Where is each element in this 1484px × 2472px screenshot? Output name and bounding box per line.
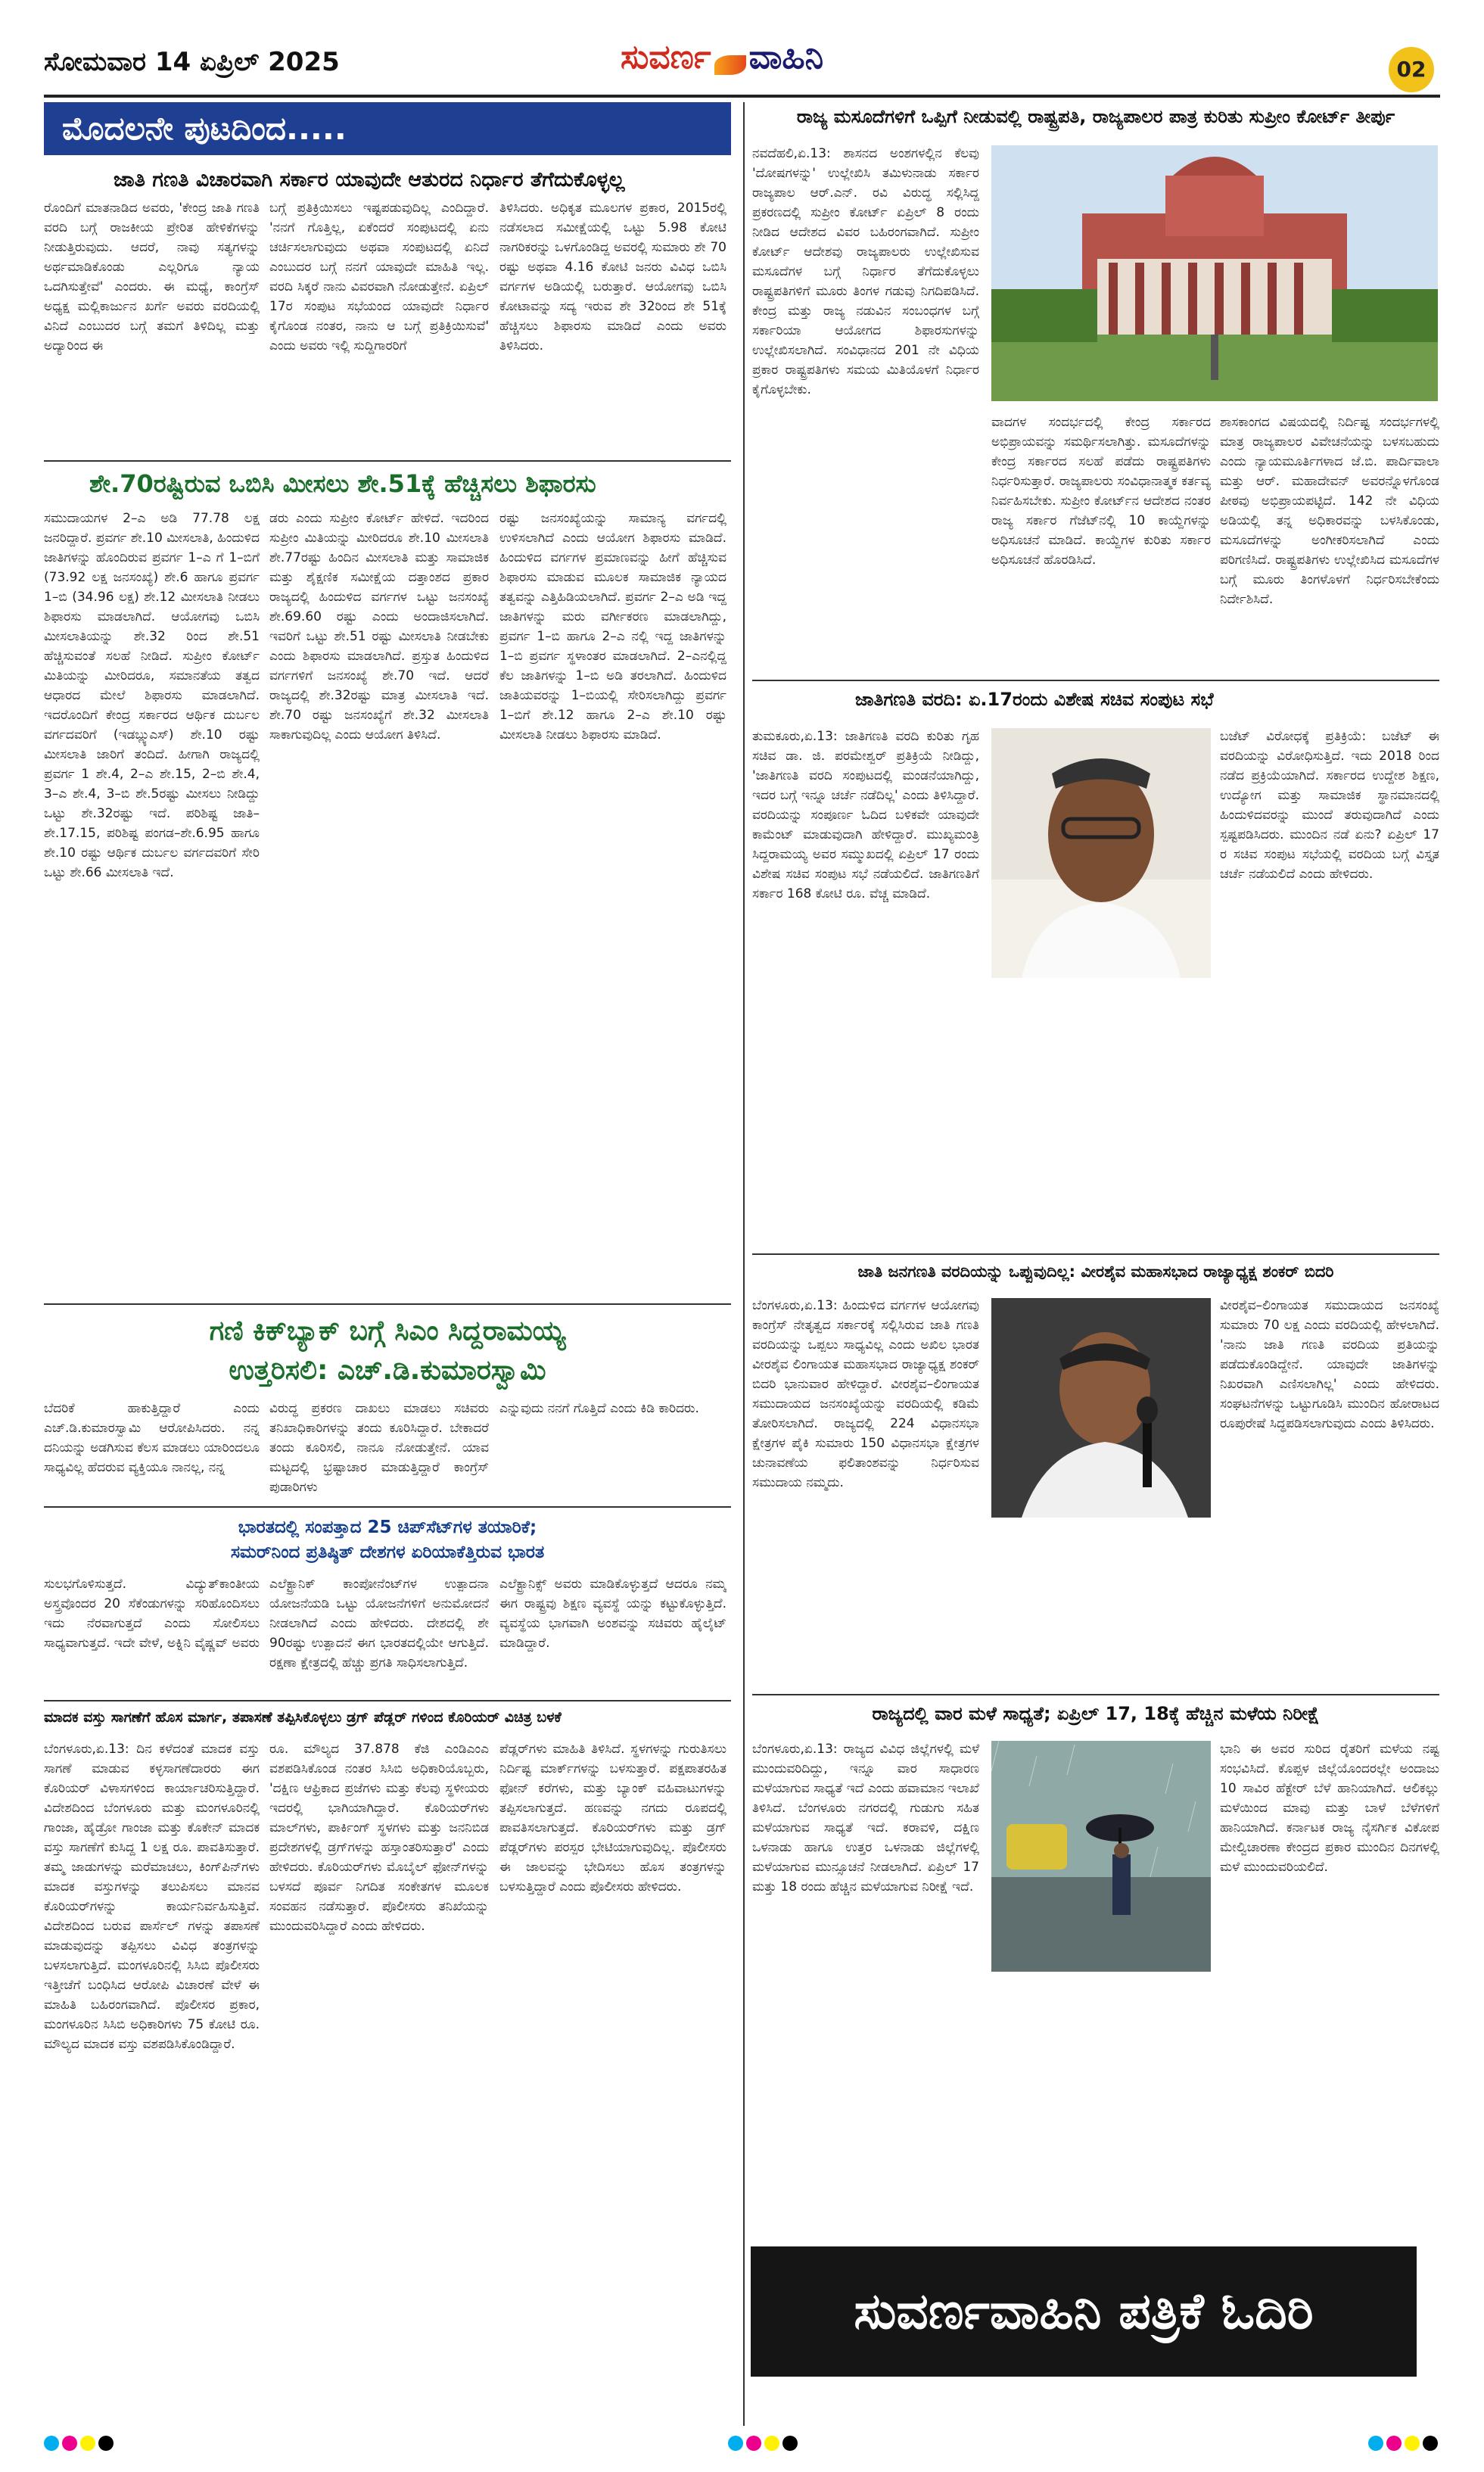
rain-col2: ಭಾನಿ ಈ ಅವರ ಸುರಿದ ರೈತರಿಗೆ ಮಳೆಯ ನಷ್ಟ ಸಂಭವಿಸಿದೆ. ಕೊಪ್ಪಳ ಜಿಲ್ಲೆಯೊಂದರಲ್ಲೇ ಅಂದಾಜು 10 ಸಾವಿರ ಹೆಕ್ಟೇರ್ ಬೆಳೆ ಹಾನಿಯಾಗಿದೆ. ಆಲಿಕಲ್ಲು ಮಳೆಯಿಂದ ಮಾವು ಮತ್ತು ಬಾಳೆ ಬೆಳೆಗಳಿಗೆ ಹಾನಿಯಾಗಿದೆ. ಕರ್ನಾಟಕ ರಾಜ್ಯ ನೈಸರ್ಗಿಕ ವಿಕೋಪ ಮೇಲ್ವಿಚಾರಣಾ ಕೇಂದ್ರದ ಪ್ರಕಾರ ಮುಂದಿನ ದಿನಗಳಲ್ಲಿ ಮಳೆ ಮುಂದುವರಿಯಲಿದೆ. (1220, 1742, 1439, 1875)
kickback-col3: ಎನ್ನುವುದು ನನಗೆ ಗೊತ್ತಿದೆ ಎಂದು ಕಿಡಿ ಕಾರಿದರು. (499, 1401, 699, 1416)
promo-ad: ಸುವರ್ಣವಾಹಿನಿ ಪತ್ರಿಕೆ ಓದಿರಿ (751, 2246, 1417, 2377)
section-title: ಮೊದಲನೇ ಪುಟದಿಂದ..... (44, 102, 731, 155)
bidari-headline: ಜಾತಿ ಜನಗಣತಿ ವರದಿಯನ್ನು ಒಪ್ಪುವುದಿಲ್ಲ: ವೀರಶೈವ ಮಹಾಸಭಾದ ರಾಜ್ಯಾಧ್ಯಕ್ಷ ಶಂಕರ್ ಬಿದರಿ (857, 1262, 1334, 1281)
divider (752, 1694, 1439, 1695)
bidari-col1: ಬೆಂಗಳೂರು,ಏ.13: ಹಿಂದುಳಿದ ವರ್ಗಗಳ ಆಯೋಗವು ಕಾಂಗ್ರೆಸ್ ನೇತೃತ್ವದ ಸರ್ಕಾರಕ್ಕೆ ಸಲ್ಲಿಸಿರುವ ಜಾತಿ ಗಣತಿ ವರದಿಯನ್ನು ಒಪ್ಪಲು ಸಾಧ್ಯವಿಲ್ಲ ಎಂದು ಅಖಿಲ ಭಾರತ ವೀರಶೈವ ಲಿಂಗಾಯತ ಮಹಾಸಭಾದ ರಾಜ್ಯಾಧ್ಯಕ್ಷ ಶಂಕರ್ ಬಿದರಿ ಭಾನುವಾರ ಹೇಳಿದ್ದಾರೆ. ವೀರಶೈವ–ಲಿಂಗಾಯತ ಸಮುದಾಯದ ಜನಸಂಖ್ಯೆಯನ್ನು ವರದಿಯಲ್ಲಿ ಕಡಿಮೆ ತೋರಿಸಲಾಗಿದೆ. ರಾಜ್ಯದಲ್ಲಿ 224 ವಿಧಾನಸಭಾ ಕ್ಷೇತ್ರಗಳ ಪೈಕಿ ಸುಮಾರು 150 ವಿಧಾನಸಭಾ ಕ್ಷೇತ್ರಗಳ ಚುನಾವಣೆಯ ಫಲಿತಾಂಶವನ್ನು ನಿರ್ಧರಿಸುವ ಸಮುದಾಯ ನಮ್ಮದು. (752, 1298, 979, 1490)
drugs-headline: ಮಾದಕ ವಸ್ತು ಸಾಗಣೆಗೆ ಹೊಸ ಮಾರ್ಗ, ತಪಾಸಣೆ ತಪ್ಪಿಸಿಕೊಳ್ಳಲು ಡ್ರಗ್ ಪೆಡ್ಲರ್ ಗಳಿಂದ ಕೊರಿಯರ್ ವಿಚಿತ್ರ ಬಳಕೆ (44, 1709, 562, 1726)
defence-col1: ಸುಲಭಗೊಳಿಸುತ್ತದೆ. ವಿದ್ಯುತ್‌ಕಾಂತೀಯ ಅಸ್ತ್ರವೊಂದರ 20 ಸೆಕೆಂಡುಗಳನ್ನು ಸರಿಹೊಂದಿಸಲು ಇದು ನೆರವಾಗುತ್ತದೆ ಎಂದು ಸೋಲಿಸಲು ಸಾಧ್ಯವಾಗುತ್ತದೆ. ಇದೇ ವೇಳೆ, ಅಕ್ನಿನಿ ವೈಷ್ಣವ್ ಅವರು (44, 1577, 260, 1651)
logo-flame-icon (714, 55, 746, 75)
masthead-rule (44, 95, 1440, 98)
rain-col1: ಬೆಂಗಳೂರು,ಏ.13: ರಾಜ್ಯದ ವಿವಿಧ ಜಿಲ್ಲೆಗಳಲ್ಲಿ ಮಳೆ ಮುಂದುವರಿದಿದ್ದು, ಇನ್ನೂ ವಾರ ಸಾಧಾರಣ ಮಳೆಯಾಗುವ ಸಾಧ್ಯತೆ ಇದೆ ಎಂದು ಹವಾಮಾನ ಇಲಾಖೆ ತಿಳಿಸಿದೆ. ಬೆಂಗಳೂರು ನಗರದಲ್ಲಿ ಗುಡುಗು ಸಹಿತ ಮಳೆಯಾಗುವ ಸಾಧ್ಯತೆ ಇದೆ. ಕರಾವಳಿ, ದಕ್ಷಿಣ ಒಳನಾಡು ಹಾಗೂ ಉತ್ತರ ಒಳನಾಡು ಜಿಲ್ಲೆಗಳಲ್ಲಿ ಮಳೆಯಾಗುವ ಮುನ್ಸೂಚನೆ ನೀಡಲಾಗಿದೆ. ಏಪ್ರಿಲ್ 17 ಮತ್ತು 18 ರಂದು ಹೆಚ್ಚಿನ ಮಳೆಯಾಗುವ ನಿರೀಕ್ಷೆ ಇದೆ. (752, 1742, 979, 1894)
divider (44, 460, 731, 462)
registration-marks (1368, 2436, 1441, 2454)
caste-census-col3: ತಿಳಿಸಿದರು. ಅಧಿಕೃತ ಮೂಲಗಳ ಪ್ರಕಾರ, 2015ರಲ್ಲಿ ನಡೆಸಲಾದ ಸಮೀಕ್ಷೆಯಲ್ಲಿ ಒಟ್ಟು 5.98 ಕೋಟಿ ನಾಗರಿಕರನ್ನು ಒಳಗೊಂಡಿದ್ದ ಅವರಲ್ಲಿ ಸುಮಾರು ಶೇ 70 ರಷ್ಟು ಅಥವಾ 4.16 ಕೋಟಿ ಜನರು ವಿವಿಧ ಒಬಿಸಿ ವರ್ಗಗಳ ಅಡಿಯಲ್ಲಿ ಬರುತ್ತಾರೆ. ಆಯೋಗವು ಒಬಿಸಿ ಕೋಟಾವನ್ನು ಸದ್ಯ ಇರುವ ಶೇ 32ರಿಂದ ಶೇ 51ಕ್ಕೆ ಹೆಚ್ಚಿಸಲು ಶಿಫಾರಸು ಮಾಡಿದೆ ಎಂದು ಅವರು ತಿಳಿಸಿದರು. (499, 201, 726, 353)
drugs-col1: ಬೆಂಗಳೂರು,ಏ.13: ದಿನ ಕಳೆದಂತೆ ಮಾದಕ ವಸ್ತು ಸಾಗಣೆ ಮಾಡುವ ಕಳ್ಳಸಾಗಣೆದಾರರು ಈಗ ಕೊರಿಯರ್ ವಿಳಾಸಗಳಿಂದ ಕಾರ್ಯಾಚರಿಸುತ್ತಿದ್ದಾರೆ. ವಿದೇಶದಿಂದ ಬೆಂಗಳೂರು ಮತ್ತು ಮಂಗಳೂರಿನಲ್ಲಿ ಗಾಂಜಾ, ಹೈಡ್ರೋ ಗಾಂಜಾ ಮತ್ತು ಕೊಕೇನ್ ಮಾದಕ ವಸ್ತು ಸಾಗಣೆಗೆ ಕುಸಿದ್ದ 1 ಲಕ್ಷ ರೂ. ಪಾವತಿಸುತ್ತಾರೆ. ತಮ್ಮ ಜಾಡುಗಳನ್ನು ಮರೆಮಾಚಲು, ಕಿಂಗ್‌ಪಿನ್‌ಗಳು ಮಾದಕ ವಸ್ತುಗಳನ್ನು ತಲುಪಿಸಲು ಮಾನವ ಕೊರಿಯರ್‌ಗಳನ್ನು ಕಾರ್ಯನಿರ್ವಹಿಸುತ್ತಿವೆ. ವಿದೇಶದಿಂದ ಬರುವ ಪಾರ್ಸೆಲ್ ಗಳನ್ನು ತಪಾಸಣೆ ಮಾಡುವುದನ್ನು ತಪ್ಪಿಸಲು ವಿವಿಧ ತಂತ್ರಗಳನ್ನು ಬಳಸಲಾಗುತ್ತಿದೆ. ಮಂಗಳೂರಿನಲ್ಲಿ ಸಿಸಿಬಿ ಪೊಲೀಸರು ಇತ್ತೀಚೆಗೆ ಬಂಧಿಸಿದ ಆರೋಪಿ ವಿಚಾರಣೆ ವೇಳೆ ಈ ಮಾಹಿತಿ ಬಹಿರಂಗವಾಗಿದೆ. ಪೊಲೀಸರ ಪ್ರಕಾರ, ಮಂಗಳೂರಿನ ಸಿಸಿಬಿ ಅಧಿಕಾರಿಗಳು 75 ಕೋಟಿ ರೂ. ಮೌಲ್ಯದ ಮಾದಕ ವಸ್ತು ವಶಪಡಿಸಿಕೊಂಡಿದ್ದಾರೆ. (44, 1742, 260, 2052)
masthead-logo (621, 38, 938, 83)
supreme-court-photo (991, 145, 1438, 401)
special-cabinet-headline: ಜಾತಿಗಣತಿ ವರದಿ: ಏ.17ರಂದು ವಿಶೇಷ ಸಚಿವ ಸಂಪುಟ ಸಭೆ (855, 689, 1214, 710)
supreme-court-col1: ನವದೆಹಲಿ,ಏ.13: ಶಾಸನದ ಅಂಶಗಳಲ್ಲಿನ ಕೆಲವು 'ದೋಷಗಳನ್ನು' ಉಲ್ಲೇಖಿಸಿ ತಮಿಳುನಾಡು ಸರ್ಕಾರ ರಾಜ್ಯಪಾಲ ಆರ್.ಎನ್. ರವಿ ವಿರುದ್ಧ ಸಲ್ಲಿಸಿದ್ದ ಪ್ರಕರಣದಲ್ಲಿ ಸುಪ್ರೀಂ ಕೋರ್ಟ್ ಏಪ್ರಿಲ್ 8 ರಂದು ನೀಡಿದ ಆದೇಶದ ವಿವರ ಬಹಿರಂಗವಾಗಿದೆ. ಸುಪ್ರೀಂ ಕೋರ್ಟ್ ಆದೇಶವು ರಾಜ್ಯಪಾಲರು ಉಲ್ಲೇಖಿಸುವ ಮಸೂದೆಗಳ ಬಗ್ಗೆ ನಿರ್ಧಾರ ತೆಗೆದುಕೊಳ್ಳಲು ರಾಷ್ಟ್ರಪತಿಗಳಿಗೆ ಮೂರು ತಿಂಗಳ ಗಡುವು ನಿಗದಿಪಡಿಸಿದೆ. ಕೇಂದ್ರ ಮತ್ತು ರಾಜ್ಯ ನಡುವಿನ ಸಂಬಂಧಗಳ ಬಗ್ಗೆ ಸರ್ಕಾರಿಯಾ ಆಯೋಗದ ಶಿಫಾರಸುಗಳನ್ನು ಉಲ್ಲೇಖಿಸಲಾಗಿದೆ. ಸಂವಿಧಾನದ 201 ನೇ ವಿಧಿಯ ಪ್ರಕಾರ ರಾಷ್ಟ್ರಪತಿಗಳು ಸಮಯ ಮಿತಿಯೊಳಗೆ ನಿರ್ಧಾರ ಕೈಗೊಳ್ಳಬೇಕು. (752, 146, 979, 397)
registration-marks (44, 2436, 117, 2454)
supreme-court-col3: ಶಾಸಕಾಂಗದ ವಿಷಯದಲ್ಲಿ ನಿರ್ದಿಷ್ಟ ಸಂದರ್ಭಗಳಲ್ಲಿ ಮಾತ್ರ ರಾಜ್ಯಪಾಲರ ವಿವೇಚನೆಯನ್ನು ಬಳಸಬಹುದು ಎಂದು ನ್ಯಾಯಮೂರ್ತಿಗಳಾದ ಜೆ.ಬಿ. ಪಾರ್ದಿವಾಲಾ ಮತ್ತು ಆರ್. ಮಹಾದೇವನ್ ಅವರನ್ನೊಳಗೊಂಡ ಪೀಠವು ಅಭಿಪ್ರಾಯಪಟ್ಟಿದೆ. 142 ನೇ ವಿಧಿಯ ಅಡಿಯಲ್ಲಿ ತನ್ನ ಅಧಿಕಾರವನ್ನು ಬಳಸಿಕೊಂಡು, ಮಸೂದೆಗಳನ್ನು ಅಂಗೀಕರಿಸಲಾಗಿದೆ ಎಂದು ಪರಿಗಣಿಸಿದೆ. ರಾಷ್ಟ್ರಪತಿಗಳು ಉಲ್ಲೇಖಿಸಿದ ಮಸೂದೆಗಳ ಬಗ್ಗೆ ಮೂರು ತಿಂಗಳೊಳಗೆ ನಿರ್ಧರಿಸಬೇಕೆಂದು ನಿರ್ದೇಶಿಸಿದೆ. (1220, 415, 1439, 607)
bidari-photo (991, 1298, 1211, 1518)
defence-col2: ಎಲೆಕ್ಟ್ರಾನಿಕ್ ಕಾಂಪೋನೆಂಟ್‌ಗಳ ಉತ್ಪಾದನಾ ಯೋಜನೆಯಡಿ ಒಟ್ಟು ಯೋಜನೆಗಳಿಗೆ ಅನುಮೋದನೆ ನೀಡಲಾಗಿದೆ ಎಂದು ಹೇಳಿದರು. ದೇಶದಲ್ಲಿ ಶೇ 90ರಷ್ಟು ಉತ್ಪಾದನೆ ಈಗ ಭಾರತದಲ್ಲಿಯೇ ಆಗುತ್ತಿದೆ. ರಕ್ಷಣಾ ಕ್ಷೇತ್ರದಲ್ಲಿ ಹೆಚ್ಚು ಪ್ರಗತಿ ಸಾಧಿಸಲಾಗುತ್ತಿದೆ. (269, 1577, 489, 1670)
parameshwar-image (991, 728, 1211, 978)
obc-quota-headline: ಶೇ.70ರಷ್ಟಿರುವ ಒಬಿಸಿ ಮೀಸಲು ಶೇ.51ಕ್ಕೆ ಹೆಚ್ಚಿಸಲು ಶಿಫಾರಸು (89, 469, 596, 498)
rain-photo (991, 1741, 1211, 1972)
supreme-court-image (991, 145, 1438, 401)
defence-headline-line2: ಸಮರ್‌ನಿಂದ ಪ್ರತಿಷ್ಠಿತ್ ದೇಶಗಳ ಏರಿಯಾಕೆತ್ತಿರುವ ಭಾರತ (230, 1543, 545, 1562)
special-cabinet-col1: ತುಮಕೂರು,ಏ.13: ಜಾತಿಗಣತಿ ವರದಿ ಕುರಿತು ಗೃಹ ಸಚಿವ ಡಾ. ಜಿ. ಪರಮೇಶ್ವರ್ ಪ್ರತಿಕ್ರಿಯೆ ನೀಡಿದ್ದು, 'ಜಾತಿಗಣತಿ ವರದಿ ಸಂಪುಟದಲ್ಲಿ ಮಂಡನೆಯಾಗಿದ್ದು, ಇದರ ಬಗ್ಗೆ ಇನ್ನೂ ಚರ್ಚೆ ನಡೆದಿಲ್ಲ' ಎಂದು ತಿಳಿಸಿದ್ದಾರೆ. ವರದಿಯನ್ನು ಸಂಪೂರ್ಣ ಓದಿದ ಬಳಿಕವೇ ಯಾವುದೇ ಕಾಮೆಂಟ್ ಮಾಡುವುದಾಗಿ ಹೇಳಿದ್ದಾರೆ. ಮುಖ್ಯಮಂತ್ರಿ ಸಿದ್ದರಾಮಯ್ಯ ಅವರ ಸಮ್ಮುಖದಲ್ಲಿ ಏಪ್ರಿಲ್ 17 ರಂದು ವಿಶೇಷ ಸಚಿವ ಸಂಪುಟ ಸಭೆ ನಡೆಯಲಿದೆ. ಜಾತಿಗಣತಿಗೆ ಸರ್ಕಾರ 168 ಕೋಟಿ ರೂ. ವೆಚ್ಚ ಮಾಡಿದೆ. (752, 729, 979, 901)
rain-image (991, 1741, 1211, 1972)
caste-census-col2: ಬಗ್ಗೆ ಪ್ರತಿಕ್ರಿಯಿಸಲು ಇಷ್ಟಪಡುವುದಿಲ್ಲ ಎಂದಿದ್ದಾರೆ. 'ನನಗೆ ಗೊತ್ತಿಲ್ಲ, ಏಕೆಂದರೆ ಸಂಪುಟದಲ್ಲಿ ಏನು ಚರ್ಚಿಸಲಾಗುವುದು ಅಥವಾ ಸಂಪುಟದಲ್ಲಿ ಏನಿದೆ ಎಂಬುದರ ಬಗ್ಗೆ ನನಗೆ ಯಾವುದೇ ಮಾಹಿತಿ ಇಲ್ಲ. ವರದಿ ಸಿಕ್ಕರೆ ನಾನು ವಿವರವಾಗಿ ನೋಡುತ್ತೇನೆ. ಏಪ್ರಿಲ್ 17ರ ಸಂಪುಟ ಸಭೆಯಂದ ಯಾವುದೇ ನಿರ್ಧಾರ ಕೈಗೊಂಡ ನಂತರ, ನಾನು ಆ ಬಗ್ಗೆ ಪ್ರತಿಕ್ರಿಯಿಸುವೆ' ಎಂದು ಅವರು ಇಲ್ಲಿ ಸುದ್ದಿಗಾರರಿಗೆ (269, 201, 489, 353)
logo-part2: ವಾಹಿನಿ (748, 38, 824, 76)
obc-quota-col1: ಸಮುದಾಯಗಳ 2–ಎ ಅಡಿ 77.78 ಲಕ್ಷ ಜನರಿದ್ದಾರೆ. ಪ್ರವರ್ಗ ಶೇ.10 ಮೀಸಲಾತಿ, ಹಿಂದುಳಿದ ಜಾತಿಗಳನ್ನು ಹೊಂದಿರುವ ಪ್ರವರ್ಗ 1–ಎ ಗೆ 1–ಬಿಗೆ (73.92 ಲಕ್ಷ ಜನಸಂಖ್ಯೆ) ಶೇ.6 ಹಾಗೂ ಪ್ರವರ್ಗ 1–ಬಿ (34.96 ಲಕ್ಷ) ಶೇ.12 ಮೀಸಲಾತಿ ನೀಡಲು ಶಿಫಾರಸು ಮಾಡಲಾಗಿದೆ. ಆಯೋಗವು ಒಬಿಸಿ ಮೀಸಲಾತಿಯನ್ನು ಶೇ.32 ರಿಂದ ಶೇ.51 ಹೆಚ್ಚಿಸುವಂತೆ ಸಲಹೆ ನೀಡಿದೆ. ಸುಪ್ರೀಂ ಕೋರ್ಟ್ ಮಿತಿಯನ್ನು ಮೀರಿದರೂ, ಸಮಾನತೆಯ ತತ್ವದ ಆಧಾರದ ಮೇಲೆ ಶಿಫಾರಸು ಮಾಡಲಾಗಿದೆ. ಇದರೊಂದಿಗೆ ಕೇಂದ್ರ ಸರ್ಕಾರದ ಆರ್ಥಿಕ ದುರ್ಬಲ ವರ್ಗದವರಿಗೆ (ಇಡಬ್ಲ್ಯುಎಸ್) ಶೇ.10 ರಷ್ಟು ಮೀಸಲಾತಿ ಜಾರಿಗೆ ತಂದಿದೆ. ಹೀಗಾಗಿ ರಾಜ್ಯದಲ್ಲಿ ಪ್ರವರ್ಗ 1 ಶೇ.4, 2–ಎ ಶೇ.15, 2–ಬಿ ಶೇ.4, 3–ಎ ಶೇ.4, 3–ಬಿ ಶೇ.5ರಷ್ಟು ಮೀಸಲು ನೀಡಿದ್ದು ಒಟ್ಟು ಶೇ.32ರಷ್ಟು ಇದೆ. ಪರಿಶಿಷ್ಟ ಜಾತಿ–ಶೇ.17.15, ಪರಿಶಿಷ್ಟ ಪಂಗಡ–ಶೇ.6.95 ಹಾಗೂ ಶೇ.10 ರಷ್ಟು ಆರ್ಥಿಕ ದುರ್ಬಲ ವರ್ಗದವರಿಗೆ ಸೇರಿ ಒಟ್ಟು ಶೇ.66 ಮೀಸಲಾತಿ ಇದೆ. (44, 511, 260, 880)
divider (44, 1700, 731, 1701)
obc-quota-col3: ರಷ್ಟು ಜನಸಂಖ್ಯೆಯನ್ನು ಸಾಮಾನ್ಯ ವರ್ಗದಲ್ಲಿ ಉಳಿಸಲಾಗಿದೆ ಎಂದು ಆಯೋಗ ಶಿಫಾರಸು ಮಾಡಿದೆ. ಹಿಂದುಳಿದ ವರ್ಗಗಳ ಪ್ರಮಾಣವನ್ನು ಹೀಗೆ ಹೆಚ್ಚಿಸುವ ಶಿಫಾರಸು ಮಾಡುವ ಮೂಲಕ ಸಾಮಾಜಿಕ ನ್ಯಾಯದ ತತ್ವವನ್ನು ಎತ್ತಿಹಿಡಿಯಲಾಗಿದೆ. ಪ್ರವರ್ಗ 2–ಎ ಅಡಿ ಇದ್ದ ಜಾತಿಗಳನ್ನು ಮರು ವರ್ಗೀಕರಣ ಮಾಡಲಾಗಿದ್ದು, ಪ್ರವರ್ಗ 1–ಬಿ ಹಾಗೂ 2–ಎ ನಲ್ಲಿ ಇದ್ದ ಜಾತಿಗಳನ್ನು 1–ಬಿ ಪ್ರವರ್ಗ ಸ್ಥಳಾಂತರ ಮಾಡಲಾಗಿದೆ. 2–ಎನಲ್ಲಿದ್ದ ಕೆಲ ಜಾತಿಗಳನ್ನು 1–ಬಿ ಅಡಿ ತರಲಾಗಿದೆ. ಹಿಂದುಳಿದ ಜಾತಿಯವರನ್ನು 1–ಬಿಯಲ್ಲಿ ಸೇರಿಸಲಾಗಿದ್ದು ಪ್ರವರ್ಗ 1–ಬಿಗೆ ಶೇ.12 ಹಾಗೂ 2–ಎ ಶೇ.10 ರಷ್ಟು ಮೀಸಲಾತಿ ನೀಡಲು ಶಿಫಾರಸು ಮಾಡಿದೆ. (499, 511, 726, 743)
special-cabinet-col2: ಬಜೆಟ್ ವಿರೋಧಕ್ಕೆ ಪ್ರತಿಕ್ರಿಯೆ: ಬಜೆಟ್ ಈ ವರದಿಯನ್ನು ವಿರೋಧಿಸುತ್ತಿದೆ. ಇದು 2018 ರಿಂದ ನಡೆದ ಪ್ರಕ್ರಿಯೆಯಾಗಿದೆ. ಸರ್ಕಾರದ ಉದ್ದೇಶ ಶಿಕ್ಷಣ, ಉದ್ಯೋಗ ಮತ್ತು ಸಾಮಾಜಿಕ ಸ್ಥಾನಮಾನದಲ್ಲಿ ಹಿಂದುಳಿದವರನ್ನು ಮುಂದೆ ತರುವುದಾಗಿದೆ ಎಂದು ಸ್ಪಷ್ಟಪಡಿಸಿದರು. ಮುಂದಿನ ನಡೆ ಏನು? ಏಪ್ರಿಲ್ 17 ರ ಸಚಿವ ಸಂಪುಟ ಸಭೆಯಲ್ಲಿ ವರದಿಯ ಬಗ್ಗೆ ವಿಸ್ತೃತ ಚರ್ಚೆ ನಡೆಯಲಿದೆ ಎಂದು ಹೇಳಿದರು. (1220, 729, 1439, 882)
logo-part1: ಸುವರ್ಣ (621, 38, 711, 76)
kickback-headline-line1: ಗಣಿ ಕಿಕ್‌ಬ್ಯಾಕ್ ಬಗ್ಗೆ ಸಿಎಂ ಸಿದ್ದರಾಮಯ್ಯ (209, 1315, 566, 1347)
divider (44, 1506, 731, 1508)
masthead-date: ಸೋಮವಾರ 14 ಏಪ್ರಿಲ್ 2025 (44, 47, 340, 77)
registration-marks (728, 2436, 801, 2454)
drugs-col2: ರೂ. ಮೌಲ್ಯದ 37.878 ಕೆಜಿ ಎಂಡಿಎಂಎ ವಶಪಡಿಸಿಕೊಂಡ ನಂತರ ಸಿಸಿಬಿ ಅಧಿಕಾರಿಯೊಬ್ಬರು, 'ದಕ್ಷಿಣ ಆಫ್ರಿಕಾದ ಪ್ರಜೆಗಳು ಮತ್ತು ಕೆಲವು ಸ್ಥಳೀಯರು ಇದರಲ್ಲಿ ಭಾಗಿಯಾಗಿದ್ದಾರೆ. ಕೊರಿಯರ್‌ಗಳು ಮಾಲ್‌ಗಳು, ಪಾರ್ಕಿಂಗ್ ಸ್ಥಳಗಳು ಮತ್ತು ಜನನಿಬಿಡ ಪ್ರದೇಶಗಳಲ್ಲಿ ಡ್ರಗ್‌ಗಳನ್ನು ಹಸ್ತಾಂತರಿಸುತ್ತಾರೆ' ಎಂದು ಹೇಳಿದರು. ಕೊರಿಯರ್‌ಗಳು ಮೊಬೈಲ್ ಫೋನ್‌ಗಳನ್ನು ಬಳಸದೆ ಪೂರ್ವ ನಿಗದಿತ ಸಂಕೇತಗಳ ಮೂಲಕ ಸಂವಹನ ನಡೆಸುತ್ತಾರೆ. ಪೊಲೀಸರು ತನಿಖೆಯನ್ನು ಮುಂದುವರಿಸಿದ್ದಾರೆ ಎಂದು ಹೇಳಿದರು. (269, 1742, 489, 1934)
caste-census-col1: ರೊಂದಿಗೆ ಮಾತನಾಡಿದ ಅವರು, 'ಕೇಂದ್ರ ಜಾತಿ ಗಣತಿ ವರದಿ ಬಗ್ಗೆ ರಾಜಕೀಯ ಪ್ರೇರಿತ ಹೇಳಿಕೆಗಳನ್ನು ನೀಡುತ್ತಿರುವುದು. ಆದರೆ, ನಾವು ಸತ್ಯಗಳನ್ನು ಅರ್ಥಮಾಡಿಕೊಂಡು ಎಲ್ಲರಿಗೂ ನ್ಯಾಯ ಒದಗಿಸುತ್ತೇವೆ' ಎಂದರು. ಈ ಮಧ್ಯೆ, ಕಾಂಗ್ರೆಸ್ ಅಧ್ಯಕ್ಷ ಮಲ್ಲಿಕಾರ್ಜುನ ಖರ್ಗೆ ಅವರು ವರದಿಯಲ್ಲಿ ವಿನಿದೆ ಎಂಬುದರ ಬಗ್ಗೆ ತಮಗೆ ತಿಳಿದಿಲ್ಲ ಮತ್ತು ಅದ್ಯಾರಿಂದ ಈ (44, 201, 260, 353)
divider (752, 1253, 1439, 1255)
center-divider (743, 102, 745, 2426)
parameshwar-photo (991, 728, 1211, 978)
rain-headline: ರಾಜ್ಯದಲ್ಲಿ ವಾರ ಮಳೆ ಸಾಧ್ಯತೆ; ಏಪ್ರಿಲ್ 17, 18ಕ್ಕೆ ಹೆಚ್ಚಿನ ಮಳೆಯ ನಿರೀಕ್ಷೆ (872, 1703, 1320, 1724)
drugs-col3: ಪೆಡ್ಲರ್‌ಗಳು ಮಾಹಿತಿ ತಿಳಿಸಿದೆ. ಸ್ಥಳಗಳನ್ನು ಗುರುತಿಸಲು ನಿರ್ದಿಷ್ಟ ಮಾರ್ಕ್‌ಗಳನ್ನು ಬಳಸುತ್ತಾರೆ. ಪಕ್ಷಪಾತರಹಿತ ಫೋನ್ ಕರೆಗಳು, ಮತ್ತು ಬ್ಯಾಂಕ್ ವಹಿವಾಟುಗಳನ್ನು ತಪ್ಪಿಸಲಾಗುತ್ತದೆ. ಹಣವನ್ನು ನಗದು ರೂಪದಲ್ಲಿ ಪಾವತಿಸಲಾಗುತ್ತದೆ. ಕೊರಿಯರ್‌ಗಳು ಮತ್ತು ಡ್ರಗ್ ಪೆಡ್ಲರ್‌ಗಳು ಪರಸ್ಪರ ಭೇಟಿಯಾಗುವುದಿಲ್ಲ. ಪೊಲೀಸರು ಈ ಜಾಲವನ್ನು ಭೇದಿಸಲು ಹೊಸ ತಂತ್ರಗಳನ್ನು ಬಳಸುತ್ತಿದ್ದಾರೆ ಎಂದು ಪೊಲೀಸರು ಹೇಳಿದರು. (499, 1742, 726, 1894)
page-number: 02 (1389, 47, 1434, 92)
defence-headline-line1: ಭಾರತದಲ್ಲಿ ಸಂಪತ್ತಾದ 25 ಚಿಪ್‌ಸೆಟ್‌ಗಳ ತಯಾರಿಕೆ; (238, 1518, 537, 1537)
supreme-court-col2: ವಾದಗಳ ಸಂದರ್ಭದಲ್ಲಿ ಕೇಂದ್ರ ಸರ್ಕಾರದ ಅಭಿಪ್ರಾಯವನ್ನು ಸಮರ್ಥಿಸಲಾಗಿತ್ತು. ಮಸೂದೆಗಳನ್ನು ಕೇಂದ್ರ ಸರ್ಕಾರದ ಸಲಹೆ ಪಡೆದು ರಾಷ್ಟ್ರಪತಿಗಳು ನಿರ್ಧರಿಸುತ್ತಾರೆ. ರಾಜ್ಯಪಾಲರು ಸಂವಿಧಾನಾತ್ಮಕ ಕರ್ತವ್ಯ ನಿರ್ವಹಿಸಬೇಕು. ಸುಪ್ರೀಂ ಕೋರ್ಟ್‌ನ ಆದೇಶದ ನಂತರ ರಾಜ್ಯ ಸರ್ಕಾರ ಗೆಜೆಟ್‌ನಲ್ಲಿ 10 ಕಾಯ್ದೆಗಳನ್ನು ಅಧಿಸೂಚನೆ ಮಾಡಿದೆ. ಕಾಯ್ದೆಗಳ ಕುರಿತು ಸರ್ಕಾರ ಅಧಿಸೂಚನೆ ಹೊರಡಿಸಿದೆ. (991, 415, 1211, 568)
bidari-col2: ವೀರಶೈವ–ಲಿಂಗಾಯತ ಸಮುದಾಯದ ಜನಸಂಖ್ಯೆ ಸುಮಾರು 70 ಲಕ್ಷ ಎಂದು ವರದಿಯಲ್ಲಿ ಹೇಳಲಾಗಿದೆ. 'ನಾನು ಜಾತಿ ಗಣತಿ ವರದಿಯ ಪ್ರತಿಯನ್ನು ಪಡೆದುಕೊಂಡಿದ್ದೇನೆ. ಯಾವುದೇ ಜಾತಿಗಳನ್ನು ನಿಖರವಾಗಿ ಎಣಿಸಲಾಗಿಲ್ಲ' ಎಂದು ಹೇಳಿದರು. ಸಂಘಟನೆಗಳನ್ನು ಒಟ್ಟುಗೂಡಿಸಿ ಮುಂದಿನ ಹೋರಾಟದ ರೂಪುರೇಷೆ ಸಿದ್ಧಪಡಿಸಲಾಗುವುದು ಎಂದು ತಿಳಿಸಿದರು. (1220, 1298, 1439, 1431)
supreme-court-headline: ರಾಜ್ಯ ಮಸೂದೆಗಳಿಗೆ ಒಪ್ಪಿಗೆ ನೀಡುವಲ್ಲಿ ರಾಷ್ಟ್ರಪತಿ, ರಾಜ್ಯಪಾಲರ ಪಾತ್ರ ಕುರಿತು ಸುಪ್ರೀಂ ಕೋರ್ಟ್ ತೀರ್ಪು (796, 106, 1395, 127)
divider (752, 680, 1439, 681)
divider (44, 1303, 731, 1305)
caste-census-headline: ಜಾತಿ ಗಣತಿ ವಿಚಾರವಾಗಿ ಸರ್ಕಾರ ಯಾವುದೇ ಆತುರದ ನಿರ್ಧಾರ ತೆಗೆದುಕೊಳ್ಳಲ್ಲ (114, 168, 625, 191)
bidari-image (991, 1298, 1211, 1518)
kickback-headline-line2: ಉತ್ತರಿಸಲಿ: ಎಚ್.ಡಿ.ಕುಮಾರಸ್ವಾಮಿ (229, 1355, 546, 1386)
kickback-col2: ವಿರುದ್ಧ ಪ್ರಕರಣ ದಾಖಲು ಮಾಡಲು ಸಚಿವರು ತನಿಖಾಧಿಕಾರಿಗಳನ್ನು ತಂದು ಕೂರಿಸಿದ್ದಾರೆ. ಬೇಕಾದರೆ ತಂದು ಕೂರಿಸಲಿ, ನಾನೂ ನೋಡುತ್ತೇನೆ. ಯಾವ ಮಟ್ಟದಲ್ಲಿ ಭ್ರಷ್ಟಾಚಾರ ಮಾಡುತ್ತಿದ್ದಾರೆ ಕಾಂಗ್ರೆಸ್ ಪುಡಾರಿಗಳು (269, 1401, 489, 1495)
obc-quota-col2: ಡರು ಎಂದು ಸುಪ್ರೀಂ ಕೋರ್ಟ್ ಹೇಳಿದೆ. ಇದರಿಂದ ಸುಪ್ರೀಂ ಮಿತಿಯನ್ನು ಮೀರಿದರೂ ಶೇ.10 ಮೀಸಲಾತಿ ಶೇ.77ರಷ್ಟು ಹಿಂದಿನ ಮೀಸಲಾತಿ ಮತ್ತು ಸಾಮಾಜಿಕ ಮತ್ತು ಶೈಕ್ಷಣಿಕ ಸಮೀಕ್ಷೆಯ ದತ್ತಾಂಶದ ಪ್ರಕಾರ ರಾಜ್ಯದಲ್ಲಿ ಹಿಂದುಳಿದ ವರ್ಗಗಳ ಒಟ್ಟು ಜನಸಂಖ್ಯೆ ಶೇ.69.60 ರಷ್ಟು ಎಂದು ಅಂದಾಜಿಸಲಾಗಿದೆ. ಇವರಿಗೆ ಒಟ್ಟು ಶೇ.51 ರಷ್ಟು ಮೀಸಲಾತಿ ನೀಡಬೇಕು ಎಂದು ಶಿಫಾರಸು ಮಾಡಲಾಗಿದೆ. ಪ್ರಸ್ತುತ ಹಿಂದುಳಿದ ವರ್ಗಗಳಿಗೆ ಜನಸಂಖ್ಯೆ ಶೇ.70 ಇದೆ. ಆದರೆ ರಾಜ್ಯದಲ್ಲಿ ಶೇ.32ರಷ್ಟು ಮಾತ್ರ ಮೀಸಲಾತಿ ಇದೆ. ಶೇ.70 ರಷ್ಟು ಜನಸಂಖ್ಯೆಗೆ ಶೇ.32 ಮೀಸಲಾತಿ ಸಾಕಾಗುವುದಿಲ್ಲ ಎಂದು ಆಯೋಗ ತಿಳಿಸಿದೆ. (269, 511, 489, 743)
defence-col3: ಎಲೆಕ್ಟ್ರಾನಿಕ್ಸ್ ಅವರು ಮಾಡಿಕೊಳ್ಳುತ್ತದೆ ಆದರೂ ನಮ್ಮ ಈಗ ರಾಷ್ಟ್ರವು ಶಿಕ್ಷಣ ವ್ಯವಸ್ಥೆ ಯನ್ನು ಕಟ್ಟುಕೊಳ್ಳುತ್ತಿದೆ. ವ್ಯವಸ್ಥೆಯ ಭಾಗವಾಗಿ ಅಂಶವನ್ನು ಸಚಿವರು ಹೈಲೈಟ್ ಮಾಡಿದ್ದಾರೆ. (499, 1577, 726, 1651)
kickback-col1: ಬೆದರಿಕೆ ಹಾಕುತ್ತಿದ್ದಾರೆ ಎಂದು ಎಚ್.ಡಿ.ಕುಮಾರಸ್ವಾಮಿ ಆರೋಪಿಸಿದರು. ನನ್ನ ದನಿಯನ್ನು ಅಡಗಿಸುವ ಕೆಲಸ ಮಾಡಲು ಯಾರಿಂದಲೂ ಸಾಧ್ಯವಿಲ್ಲ ಹೆದರುವ ವ್ಯಕ್ತಿಯೂ ನಾನಲ್ಲ, ನನ್ನ (44, 1401, 260, 1475)
